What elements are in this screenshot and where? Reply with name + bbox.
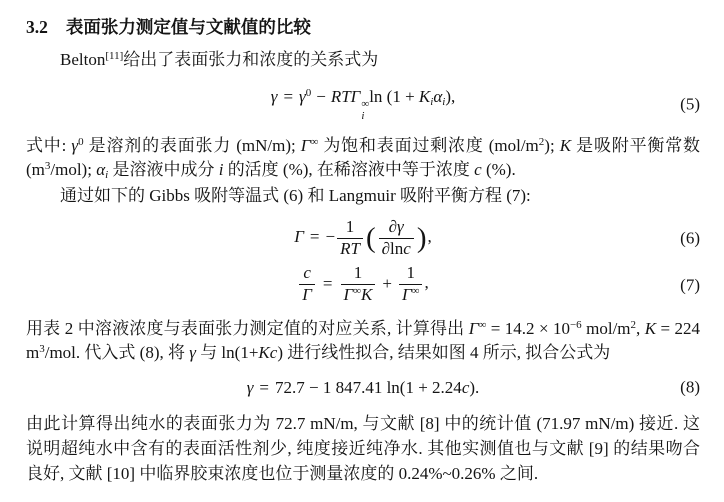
section-number: 3.2 [26,17,48,37]
eq5-equals: = [283,87,294,106]
eq5-Gamma-supsub [361,99,369,122]
paragraph-where [26,134,700,182]
equation-7 [26,264,700,304]
where-text-6: 是溶液中成分 [108,160,219,180]
eq7-frac1-K: K [361,285,373,305]
eq5-K-sub: i [430,96,434,108]
eq6-Gamma-lhs: Γ [294,227,304,247]
fit-text-1: = 14.2 × 10 [486,318,570,338]
section-heading [26,16,700,38]
eq5-gamma0-sup: 0 [305,87,312,99]
eq6-left-paren: ( [365,221,376,254]
paragraph-intro [26,48,700,72]
where-i: i [218,160,224,180]
eq7-frac1-inf: ∞ [353,285,362,298]
where-text-7: 的活度 (%), 在稀溶液中等于浓度 [223,160,475,180]
eq5-Gamma-sub: i [361,109,365,122]
fit-text-2: mol/m [581,318,631,338]
paragraph-gibbs [26,184,700,208]
where-m2-sup: 2 [538,136,545,149]
eq7-comma: , [424,273,429,293]
fit-text-3: , [636,318,645,338]
fit-text-6: 与 ln(1+ [195,342,259,362]
equation-6 [26,218,700,258]
where-text-4: 是吸附平衡常数 (m [26,136,701,180]
eq5-ln-open: ln (1 + [369,87,419,106]
fit-Kc: Kc [258,342,278,362]
eq6-c: c [403,238,411,258]
eq8-close: ). [469,377,480,397]
where-alpha-sub: i [105,169,109,182]
eq7-frac1-den [341,284,376,305]
paragraph-result [26,411,700,486]
eq7-fraction-1 [341,264,376,304]
fit-exp-sup: −6 [569,318,582,331]
eq7-frac2-Gamma: Γ [401,285,412,305]
eq6-fraction-1 [337,218,363,258]
where-text-3: ); [544,136,560,156]
eq5-minus: − [316,87,326,106]
eq5-RT: RT [330,87,351,106]
eq7-fraction-2 [399,264,423,304]
eq5-Gamma-sup: ∞ [361,98,370,110]
eq7-lhs-fraction [299,264,315,304]
where-K: K [559,136,572,156]
result-text: 由此计算得出纯水的表面张力为 72.7 mN/m, 与文献 [8] 中的统计值 (71.97 mN/m) 接近. 这说明超纯水中含有的表面活性剂少, 纯度接近纯净水. 其他实测值也与文献 [9] 的结果吻合良好, 文献 [10] 中临界胶束浓度也位于测量浓度的 0.24%~0.26% 之间. [26,414,700,484]
fit-K: K [644,318,657,338]
eq7-frac2-den [399,284,423,305]
equation-8 [26,377,700,398]
eq7-frac1-num: 1 [353,263,363,283]
eq6-fraction-2 [379,218,414,258]
eq6-frac1-num: 1 [345,217,355,237]
where-gamma-sup: 0 [78,136,84,149]
eq8-gamma: γ [246,377,254,397]
eq7-frac2-inf: ∞ [411,285,420,298]
eq8-c: c [461,377,470,397]
eq6-partial: ∂ [381,238,391,258]
eq7-frac1-Gamma: Γ [343,285,354,305]
where-label: 式中: [26,136,72,156]
where-text-2: 为饱和表面过剩浓度 (mol/m [318,136,539,156]
fit-text-5: /mol. 代入式 (8), 将 [44,342,190,362]
fit-text-0: 用表 2 中溶液浓度与表面张力测定值的对应关系, 计算得出 [26,318,469,338]
where-gamma: γ [71,136,79,156]
eq6-comma: , [427,227,432,247]
eq6-frac2-den [379,238,414,259]
where-text-8: (%). [481,160,516,180]
fit-Gamma: Γ [468,318,479,338]
where-c: c [474,160,482,180]
eq5-gamma0: γ [299,87,306,106]
where-m3-sup: 3 [44,160,51,173]
fit-m3-sup: 3 [39,342,45,355]
section-title: 表面张力测定值与文献值的比较 [65,17,311,37]
intro-text: 给出了表面张力和浓度的关系式为 [123,50,379,69]
fit-m2-sup: 2 [630,318,637,331]
eq8-rhs: 72.7 − 1 847.41 ln(1 + 2.24 [275,377,462,397]
equation-6-number: (6) [680,228,700,248]
eq5-alpha: α [433,87,443,106]
equation-5-number: (5) [680,94,700,114]
where-Gamma-sup: ∞ [310,136,319,149]
eq7-plus: + [382,273,392,293]
eq6-right-paren: ) [416,221,427,254]
eq7-lhs-den: Γ [299,284,315,305]
eq5-gamma-lhs: γ [270,87,278,106]
eq6-frac2-num: ∂γ [388,217,404,237]
eq7-lhs-num: c [303,263,311,283]
where-Gamma: Γ [300,136,311,156]
eq5-Gamma: Γ [350,87,361,106]
where-alpha: α [96,160,106,180]
where-text-1: 是溶剂的表面张力 (mN/m); [83,136,301,156]
eq5-alpha-sub: i [442,96,446,108]
eq5-close: ), [445,87,456,106]
eq6-equals: = [309,227,320,247]
fit-text-7: ) 进行线性拟合, 结果如图 4 所示, 拟合公式为 [277,342,611,362]
where-text-5: /mol); [50,160,97,180]
citation-ref-11: [11] [105,50,124,62]
equation-7-number: (7) [680,275,700,295]
gibbs-text: 通过如下的 Gibbs 吸附等温式 (6) 和 Langmuir 吸附平衡方程 (7): [60,186,531,206]
fit-Gamma-sup: ∞ [478,318,487,331]
eq6-ln: ln [390,238,404,258]
paragraph-fit [26,317,700,365]
equation-8-number: (8) [680,377,700,397]
eq6-minus: − [325,227,336,247]
eq5-K: K [418,87,431,106]
fit-text-4: = 224 m [26,318,700,362]
eq7-equals: = [322,273,333,293]
fit-gamma: γ [189,342,196,362]
eq8-equals: = [259,377,269,397]
eq6-frac1-den: RT [337,238,363,259]
eq7-frac2-num: 1 [406,263,415,283]
equation-5 [26,86,700,122]
author-name: Belton [60,50,106,69]
